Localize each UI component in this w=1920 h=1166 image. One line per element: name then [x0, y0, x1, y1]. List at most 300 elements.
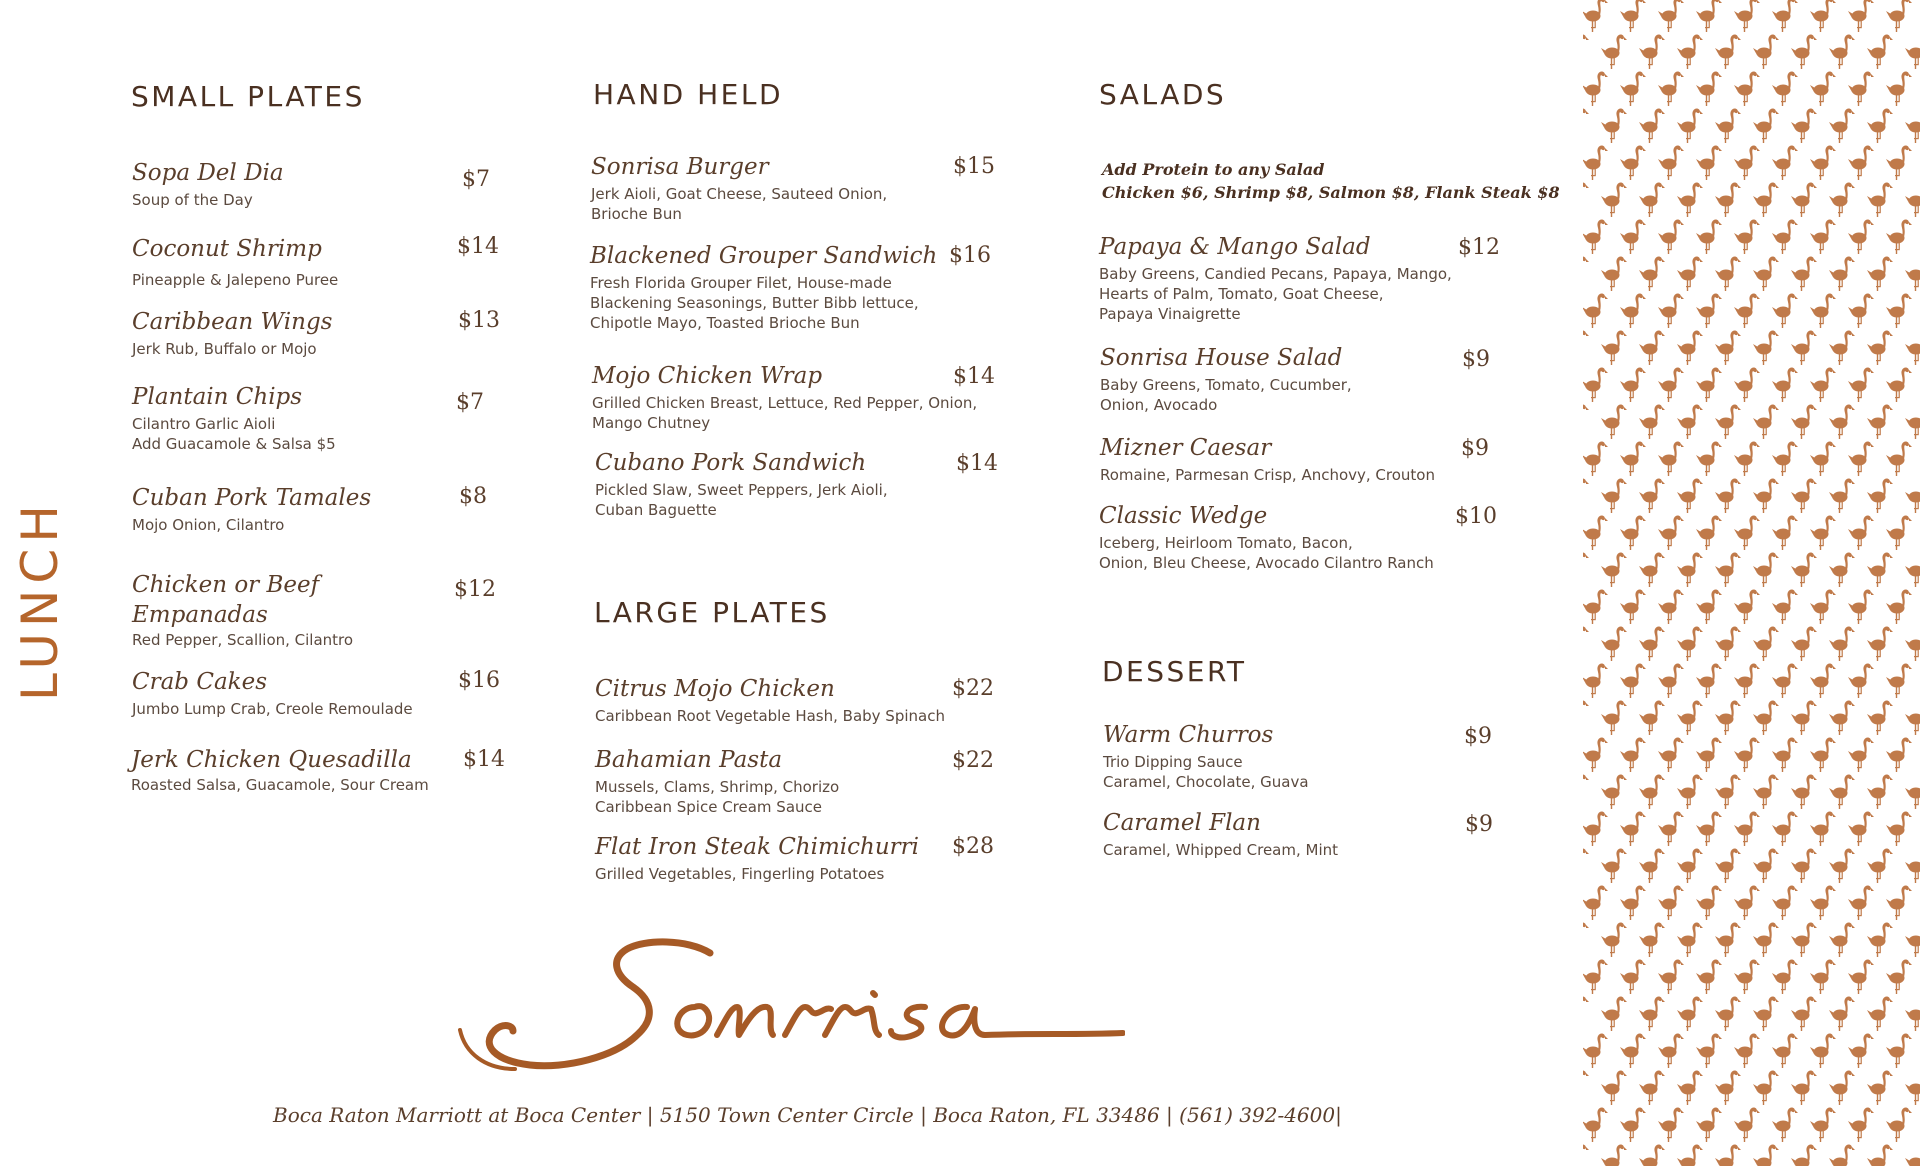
item-description: Soup of the Day [132, 191, 253, 209]
flamingo-icon [1639, 182, 1665, 217]
item-name: Bahamian Pasta [595, 747, 783, 773]
flamingo-icon [1829, 256, 1855, 291]
flamingo-icon [1639, 404, 1665, 439]
flamingo-icon [1772, 959, 1798, 994]
flamingo-icon [1867, 478, 1893, 513]
flamingo-icon [1886, 1107, 1912, 1142]
menu-item [132, 382, 336, 454]
item-price: $9 [1462, 347, 1490, 372]
flamingo-icon [1848, 959, 1874, 994]
flamingo-icon [1772, 811, 1798, 846]
item-description: Pineapple & Jalepeno Puree [132, 271, 339, 289]
flamingo-icon [1867, 922, 1893, 957]
flamingo-icon [1753, 478, 1779, 513]
flamingo-icon [1734, 367, 1760, 402]
flamingo-icon [1601, 922, 1627, 957]
flamingo-icon [1886, 145, 1912, 180]
flamingo-icon [1791, 922, 1817, 957]
flamingo-icon [1886, 71, 1912, 106]
item-description: Caribbean Root Vegetable Hash, Baby Spinach [595, 707, 945, 725]
flamingo-icon [1658, 293, 1684, 328]
flamingo-pattern [1583, 0, 1920, 1166]
flamingo-icon [1658, 811, 1684, 846]
flamingo-icon [1620, 367, 1646, 402]
item-description: Pickled Slaw, Sweet Peppers, Jerk Aioli, Cuban Baguette [595, 481, 888, 519]
flamingo-icon [1696, 589, 1722, 624]
item-name: Warm Churros [1103, 722, 1274, 748]
flamingo-icon [1601, 108, 1627, 143]
item-description: Roasted Salsa, Guacamole, Sour Cream [131, 776, 429, 794]
flamingo-icon [1753, 182, 1779, 217]
item-name: Chicken or Beef Empanadas [132, 572, 320, 628]
section-title-small-plates: SMALL PLATES [131, 80, 365, 113]
flamingo-icon [1753, 774, 1779, 809]
flamingo-icon [1829, 182, 1855, 217]
flamingo-icon [1829, 330, 1855, 365]
flamingo-icon [1677, 700, 1703, 735]
item-description: Baby Greens, Tomato, Cucumber, Onion, Avocado [1100, 376, 1352, 414]
flamingo-icon [1583, 145, 1608, 180]
flamingo-icon [1753, 1070, 1779, 1105]
flamingo-icon [1886, 737, 1912, 772]
flamingo-icon [1753, 626, 1779, 661]
flamingo-icon [1848, 1033, 1874, 1068]
flamingo-icon [1583, 774, 1589, 809]
flamingo-icon [1867, 108, 1893, 143]
flamingo-icon [1583, 848, 1589, 883]
flamingo-icon [1715, 1070, 1741, 1105]
flamingo-icon [1848, 811, 1874, 846]
flamingo-icon [1583, 478, 1589, 513]
item-price: $12 [454, 577, 496, 602]
flamingo-icon [1810, 885, 1836, 920]
flamingo-icon [1601, 552, 1627, 587]
flamingo-icon [1696, 1033, 1722, 1068]
flamingo-icon [1829, 404, 1855, 439]
flamingo-icon [1639, 774, 1665, 809]
item-name: Blackened Grouper Sandwich [590, 243, 938, 269]
menu-item [1099, 232, 1452, 324]
flamingo-icon [1791, 478, 1817, 513]
flamingo-icon [1658, 515, 1684, 550]
flamingo-icon [1583, 404, 1589, 439]
flamingo-icon [1658, 1107, 1684, 1142]
item-price: $28 [952, 834, 994, 859]
flamingo-icon [1734, 441, 1760, 476]
flamingo-icon [1791, 774, 1817, 809]
item-price: $16 [949, 243, 991, 268]
flamingo-icon [1677, 626, 1703, 661]
flamingo-icon [1772, 145, 1798, 180]
item-description: Baby Greens, Candied Pecans, Papaya, Mango, Hearts of Palm, Tomato, Goat Cheese, Papaya Vinaigrette [1099, 265, 1452, 323]
item-description: Jerk Rub, Buffalo or Mojo [132, 340, 317, 358]
flamingo-icon [1601, 478, 1627, 513]
flamingo-icon [1696, 441, 1722, 476]
flamingo-icon [1620, 589, 1646, 624]
flamingo-icon [1639, 922, 1665, 957]
flamingo-icon [1677, 108, 1703, 143]
flamingo-icon [1583, 737, 1608, 772]
flamingo-icon [1810, 515, 1836, 550]
item-description: Mojo Onion, Cilantro [132, 516, 285, 534]
flamingo-icon [1791, 404, 1817, 439]
flamingo-icon [1829, 108, 1855, 143]
item-price: $14 [956, 451, 998, 476]
flamingo-icon [1677, 774, 1703, 809]
flamingo-icon [1583, 1144, 1589, 1166]
flamingo-icon [1829, 552, 1855, 587]
flamingo-icon [1583, 182, 1589, 217]
flamingo-icon [1791, 182, 1817, 217]
flamingo-icon [1639, 1070, 1665, 1105]
flamingo-icon [1772, 441, 1798, 476]
item-description: Grilled Chicken Breast, Lettuce, Red Pepper, Onion, Mango Chutney [592, 394, 978, 432]
flamingo-icon [1810, 293, 1836, 328]
flamingo-icon [1696, 367, 1722, 402]
flamingo-icon [1677, 182, 1703, 217]
flamingo-icon [1658, 959, 1684, 994]
flamingo-icon [1886, 663, 1912, 698]
flamingo-icon [1905, 848, 1920, 883]
flamingo-icon [1753, 700, 1779, 735]
flamingo-icon [1867, 404, 1893, 439]
flamingo-icon [1639, 848, 1665, 883]
menu-item [132, 307, 333, 359]
menu-item [132, 667, 413, 719]
flamingo-icon [1715, 34, 1741, 69]
flamingo-icon [1867, 1144, 1893, 1166]
flamingo-icon [1601, 330, 1627, 365]
flamingo-icon [1829, 848, 1855, 883]
section-title-large-plates: LARGE PLATES [594, 596, 830, 629]
flamingo-icon [1715, 626, 1741, 661]
menu-item [1100, 433, 1435, 485]
flamingo-icon [1715, 774, 1741, 809]
flamingo-icon [1848, 737, 1874, 772]
item-name: Crab Cakes [132, 669, 268, 695]
flamingo-icon [1829, 700, 1855, 735]
flamingo-icon [1734, 71, 1760, 106]
flamingo-icon [1601, 996, 1627, 1031]
flamingo-icon [1658, 441, 1684, 476]
flamingo-icon [1658, 1033, 1684, 1068]
protein-note-line: Chicken $6, Shrimp $8, Salmon $8, Flank Steak $8 [1102, 183, 1560, 202]
flamingo-icon [1583, 959, 1608, 994]
flamingo-icon [1583, 441, 1608, 476]
flamingo-icon [1715, 1144, 1741, 1166]
flamingo-icon [1886, 367, 1912, 402]
section-title-salads: SALADS [1099, 78, 1227, 111]
item-name: Jerk Chicken Quesadilla [131, 747, 412, 773]
flamingo-icon [1601, 848, 1627, 883]
flamingo-icon [1753, 922, 1779, 957]
flamingo-icon [1583, 1070, 1589, 1105]
flamingo-icon [1583, 663, 1608, 698]
flamingo-icon [1715, 478, 1741, 513]
item-description: Trio Dipping Sauce Caramel, Chocolate, Guava [1103, 753, 1309, 791]
flamingo-icon [1583, 71, 1608, 106]
flamingo-icon [1848, 885, 1874, 920]
flamingo-icon [1810, 663, 1836, 698]
flamingo-icon [1601, 700, 1627, 735]
flamingo-icon [1734, 0, 1760, 32]
menu-item [1100, 343, 1352, 415]
flamingo-icon [1583, 293, 1608, 328]
flamingo-icon [1905, 774, 1920, 809]
menu-item [590, 241, 937, 333]
flamingo-icon [1658, 589, 1684, 624]
flamingo-icon [1677, 1144, 1703, 1166]
item-price: $14 [457, 234, 499, 259]
flamingo-icon [1715, 922, 1741, 957]
menu-item [1103, 808, 1338, 860]
section-title-dessert: DESSERT [1102, 655, 1247, 688]
flamingo-icon [1753, 108, 1779, 143]
flamingo-icon [1583, 700, 1589, 735]
flamingo-icon [1639, 1144, 1665, 1166]
flamingo-icon [1583, 515, 1608, 550]
flamingo-icon [1905, 626, 1920, 661]
item-name: Mizner Caesar [1100, 435, 1272, 461]
menu-side-label: LUNCH [11, 499, 69, 701]
flamingo-icon [1734, 1107, 1760, 1142]
menu-item [132, 483, 371, 535]
item-price: $16 [458, 668, 500, 693]
flamingo-icon [1753, 552, 1779, 587]
item-name: Flat Iron Steak Chimichurri [595, 834, 919, 860]
footer-address: Boca Raton Marriott at Boca Center | 5150 Town Center Circle | Boca Raton, FL 33486 | (561) 392-4600| [273, 1103, 1342, 1127]
flamingo-icon [1639, 478, 1665, 513]
flamingo-icon [1867, 182, 1893, 217]
flamingo-icon [1848, 1107, 1874, 1142]
item-description: Caramel, Whipped Cream, Mint [1103, 841, 1339, 859]
item-name: Papaya & Mango Salad [1099, 234, 1371, 260]
flamingo-icon [1620, 959, 1646, 994]
flamingo-icon [1886, 959, 1912, 994]
flamingo-icon [1905, 404, 1920, 439]
flamingo-icon [1905, 182, 1920, 217]
flamingo-icon [1658, 885, 1684, 920]
flamingo-icon [1829, 34, 1855, 69]
flamingo-icon [1905, 1144, 1920, 1166]
flamingo-icon [1583, 1107, 1608, 1142]
section-title-hand-held: HAND HELD [593, 78, 784, 111]
item-price: $7 [462, 167, 490, 192]
flamingo-icon [1791, 996, 1817, 1031]
flamingo-icon [1810, 811, 1836, 846]
flamingo-icon [1753, 848, 1779, 883]
flamingo-icon [1810, 1033, 1836, 1068]
item-price: $22 [952, 676, 994, 701]
flamingo-icon [1867, 330, 1893, 365]
flamingo-icon [1601, 774, 1627, 809]
flamingo-icon [1715, 330, 1741, 365]
flamingo-icon [1791, 848, 1817, 883]
flamingo-icon [1639, 626, 1665, 661]
menu-item [592, 361, 977, 433]
flamingo-icon [1696, 1107, 1722, 1142]
flamingo-icon-grid [1583, 0, 1920, 1166]
flamingo-icon [1601, 404, 1627, 439]
flamingo-icon [1810, 441, 1836, 476]
flamingo-icon [1620, 1107, 1646, 1142]
flamingo-icon [1715, 552, 1741, 587]
flamingo-icon [1620, 885, 1646, 920]
flamingo-icon [1753, 34, 1779, 69]
flamingo-icon [1867, 700, 1893, 735]
flamingo-icon [1677, 478, 1703, 513]
flamingo-icon [1696, 293, 1722, 328]
item-price: $14 [953, 364, 995, 389]
flamingo-icon [1734, 145, 1760, 180]
flamingo-icon [1677, 34, 1703, 69]
flamingo-icon [1772, 1107, 1798, 1142]
flamingo-icon [1905, 552, 1920, 587]
flamingo-icon [1867, 848, 1893, 883]
item-name: Mojo Chicken Wrap [592, 363, 823, 389]
flamingo-icon [1810, 367, 1836, 402]
flamingo-icon [1583, 589, 1608, 624]
flamingo-icon [1791, 256, 1817, 291]
menu-item [132, 570, 372, 650]
flamingo-icon [1639, 108, 1665, 143]
item-name: Caramel Flan [1103, 810, 1261, 836]
flamingo-icon [1905, 108, 1920, 143]
item-name: Cuban Pork Tamales [132, 485, 372, 511]
flamingo-icon [1829, 1070, 1855, 1105]
flamingo-icon [1791, 330, 1817, 365]
flamingo-icon [1734, 811, 1760, 846]
menu-item [591, 152, 887, 224]
menu-item [595, 745, 839, 817]
flamingo-icon [1829, 626, 1855, 661]
flamingo-icon [1867, 1070, 1893, 1105]
flamingo-icon [1848, 515, 1874, 550]
flamingo-icon [1810, 219, 1836, 254]
flamingo-icon [1696, 219, 1722, 254]
flamingo-icon [1772, 219, 1798, 254]
flamingo-icon [1905, 700, 1920, 735]
item-price: $8 [459, 484, 487, 509]
flamingo-icon [1677, 922, 1703, 957]
flamingo-icon [1658, 0, 1684, 32]
flamingo-icon [1753, 996, 1779, 1031]
flamingo-icon [1696, 885, 1722, 920]
flamingo-icon [1658, 71, 1684, 106]
menu-item [131, 745, 429, 795]
flamingo-icon [1867, 552, 1893, 587]
item-price: $22 [952, 748, 994, 773]
flamingo-icon [1772, 663, 1798, 698]
flamingo-icon [1696, 737, 1722, 772]
flamingo-icon [1848, 441, 1874, 476]
flamingo-icon [1753, 1144, 1779, 1166]
flamingo-icon [1772, 0, 1798, 32]
flamingo-icon [1886, 811, 1912, 846]
flamingo-icon [1639, 34, 1665, 69]
flamingo-icon [1848, 219, 1874, 254]
item-name: Plantain Chips [132, 384, 303, 410]
flamingo-icon [1620, 71, 1646, 106]
flamingo-icon [1905, 330, 1920, 365]
flamingo-icon [1905, 478, 1920, 513]
menu-item [595, 448, 888, 520]
flamingo-icon [1677, 404, 1703, 439]
menu-item [595, 674, 945, 726]
flamingo-icon [1601, 256, 1627, 291]
flamingo-icon [1905, 996, 1920, 1031]
flamingo-icon [1715, 404, 1741, 439]
sonrisa-logo [455, 935, 1125, 1075]
flamingo-icon [1601, 34, 1627, 69]
flamingo-icon [1810, 71, 1836, 106]
flamingo-icon [1639, 552, 1665, 587]
flamingo-icon [1772, 885, 1798, 920]
flamingo-icon [1829, 1144, 1855, 1166]
flamingo-icon [1848, 145, 1874, 180]
item-name: Classic Wedge [1099, 503, 1268, 529]
flamingo-icon [1886, 0, 1912, 32]
flamingo-icon [1620, 1033, 1646, 1068]
flamingo-icon [1601, 1144, 1627, 1166]
flamingo-icon [1848, 71, 1874, 106]
item-price: $13 [458, 308, 500, 333]
menu-item [1099, 501, 1434, 573]
flamingo-icon [1677, 996, 1703, 1031]
menu-item [595, 832, 919, 884]
flamingo-icon [1791, 700, 1817, 735]
flamingo-icon [1810, 959, 1836, 994]
item-name: Sonrisa Burger [591, 154, 769, 180]
flamingo-icon [1696, 811, 1722, 846]
flamingo-icon [1620, 0, 1646, 32]
flamingo-icon [1753, 404, 1779, 439]
flamingo-icon [1696, 959, 1722, 994]
flamingo-icon [1848, 589, 1874, 624]
menu-item [132, 234, 338, 290]
flamingo-icon [1677, 330, 1703, 365]
item-description: Jumbo Lump Crab, Creole Remoulade [132, 700, 413, 718]
flamingo-icon [1583, 219, 1608, 254]
item-description: Red Pepper, Scallion, Cilantro [132, 631, 354, 649]
flamingo-icon [1791, 34, 1817, 69]
flamingo-icon [1715, 700, 1741, 735]
flamingo-icon [1620, 811, 1646, 846]
flamingo-icon [1715, 848, 1741, 883]
flamingo-icon [1905, 34, 1920, 69]
flamingo-icon [1905, 922, 1920, 957]
flamingo-icon [1620, 219, 1646, 254]
flamingo-icon [1658, 737, 1684, 772]
flamingo-icon [1886, 515, 1912, 550]
flamingo-icon [1810, 737, 1836, 772]
flamingo-icon [1886, 293, 1912, 328]
flamingo-icon [1734, 293, 1760, 328]
item-description: Grilled Vegetables, Fingerling Potatoes [595, 865, 885, 883]
flamingo-icon [1829, 774, 1855, 809]
item-price: $10 [1455, 504, 1497, 529]
item-price: $14 [463, 747, 505, 772]
flamingo-icon [1734, 885, 1760, 920]
flamingo-icon [1639, 996, 1665, 1031]
flamingo-icon [1601, 1070, 1627, 1105]
flamingo-icon [1658, 145, 1684, 180]
flamingo-icon [1848, 0, 1874, 32]
flamingo-icon [1772, 515, 1798, 550]
flamingo-icon [1639, 330, 1665, 365]
item-name: Coconut Shrimp [132, 236, 322, 262]
flamingo-icon [1810, 0, 1836, 32]
